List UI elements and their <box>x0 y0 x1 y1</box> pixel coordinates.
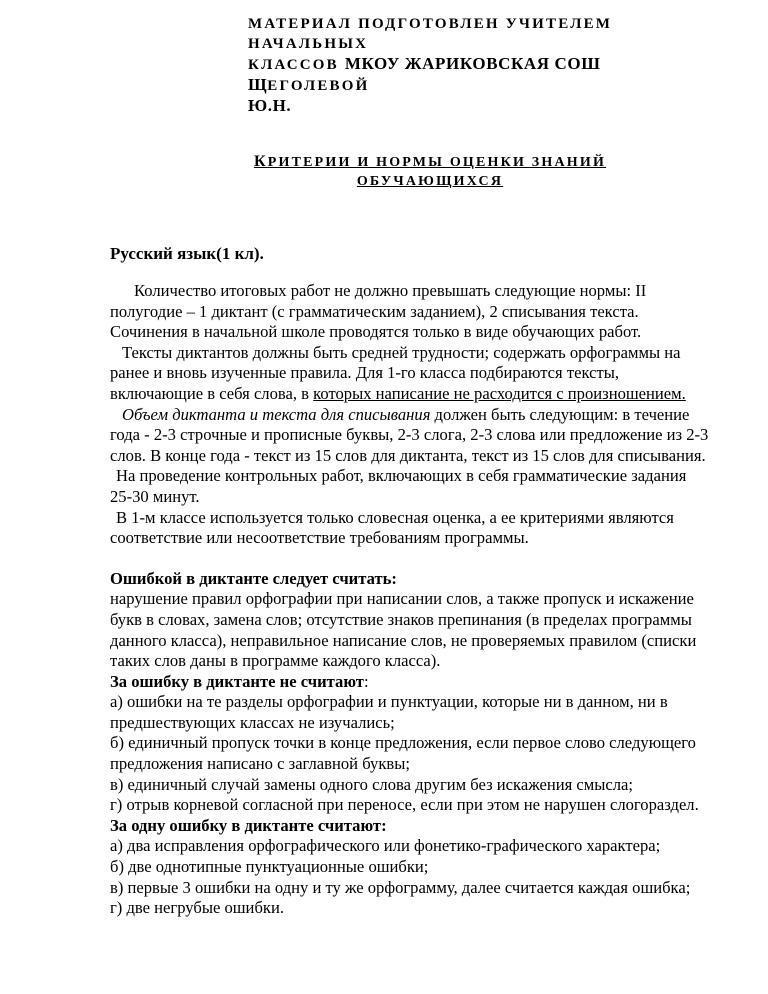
one-error-item: г) две негрубые ошибки. <box>110 898 284 918</box>
not-errors-heading-line <box>110 672 710 693</box>
subject-heading: Русский язык(1 кл). <box>110 244 264 263</box>
not-errors-item: в) единичный случай замены одного слова другим без искажения смысла; <box>110 774 633 794</box>
errors-text: нарушение правил орфографии при написании слов, а также пропуск и искажение букв в словах, замена слов; отсутствие знаков препинания (в пределах программы данного класса), неправильное написание слов, не проверяемых правилом (списки таких слов даны в программе каждого класса). <box>110 589 697 671</box>
intro-paragraph-2 <box>110 343 710 405</box>
page-title <box>200 152 660 191</box>
not-errors-item: г) отрыв корневой согласной при переносе, если при этом не нарушен слогораздел. <box>110 795 699 815</box>
header-line-3: Ю.Н. <box>248 96 292 115</box>
title-rest: РИТЕРИИ И НОРМЫ ОЦЕНКИ ЗНАНИЙ ОБУЧАЮЩИХСЯ <box>267 155 607 189</box>
header-line-2-pre: КЛАССОВ <box>248 57 345 73</box>
author-header <box>248 14 718 116</box>
intro-paragraph-5: В 1-м классе используется только словесная оценка, а ее критериями являются соответствие или несоответствие требованиям программы. <box>110 507 674 548</box>
document-page <box>110 14 710 919</box>
intro-p3-italic: Объем диктанта и текста для списывания <box>122 404 431 424</box>
header-line-1: МАТЕРИАЛ ПОДГОТОВЛЕН УЧИТЕЛЕМ НАЧАЛЬНЫХ <box>248 16 613 52</box>
header-line-2 <box>248 54 718 96</box>
header-line-2-post: ЕГОЛЕВОЙ <box>267 78 370 94</box>
document-body <box>110 281 710 919</box>
intro-paragraph-3 <box>110 405 710 467</box>
intro-paragraph-1: Количество итоговых работ не должно превышать следующие нормы: II полугодие – 1 диктант (с грамматическим заданием), 2 списывания текста. Сочинения в начальной школе проводятся только в виде обучающих работ. <box>110 281 647 342</box>
not-errors-item: б) единичный пропуск точки в конце предложения, если первое слово следующего предложения написано с заглавной буквы; <box>110 733 696 774</box>
intro-paragraph-4: На проведение контрольных работ, включающих в себя грамматические задания 25-30 минут. <box>110 466 687 506</box>
errors-heading: Ошибкой в диктанте следует считать: <box>110 568 397 588</box>
intro-p2-start: Тексты диктантов должны быть средней трудности; содержать орфограммы на ранее и вновь изученные правила. Для 1-го класса подбираются тексты, включающие в себя слова, в <box>110 342 681 403</box>
not-errors-heading: За ошибку в диктанте не считают <box>110 671 364 691</box>
one-error-heading: За одну ошибку в диктанте считают: <box>110 815 387 835</box>
not-errors-colon: : <box>363 671 369 691</box>
one-error-item: в) первые 3 ошибки на одну и ту же орфограмму, далее считается каждая ошибка; <box>110 877 691 897</box>
one-error-item: а) два исправления орфографического или фонетико-графического характера; <box>110 836 661 856</box>
title-first-letter: К <box>253 153 268 170</box>
one-error-item: б) две однотипные пунктуационные ошибки; <box>110 857 429 877</box>
header-school-name: МКОУ ЖАРИКОВСКАЯ СОШ Щ <box>248 54 601 94</box>
intro-p2-underlined: которых написание не расходится с произношением. <box>313 383 686 403</box>
not-errors-item: а) ошибки на те разделы орфографии и пунктуации, которые ни в данном, ни в предшествующих классах не изучались; <box>110 692 668 732</box>
intro-p3-rest: должен быть следующим: в течение года - 2-3 строчные и прописные буквы, 2-3 слога, 2-3 слова или предложение из 2-3 слов. В конце года - текст из 15 слов для диктанта, текст из 15 слов для списывания. <box>110 404 709 465</box>
